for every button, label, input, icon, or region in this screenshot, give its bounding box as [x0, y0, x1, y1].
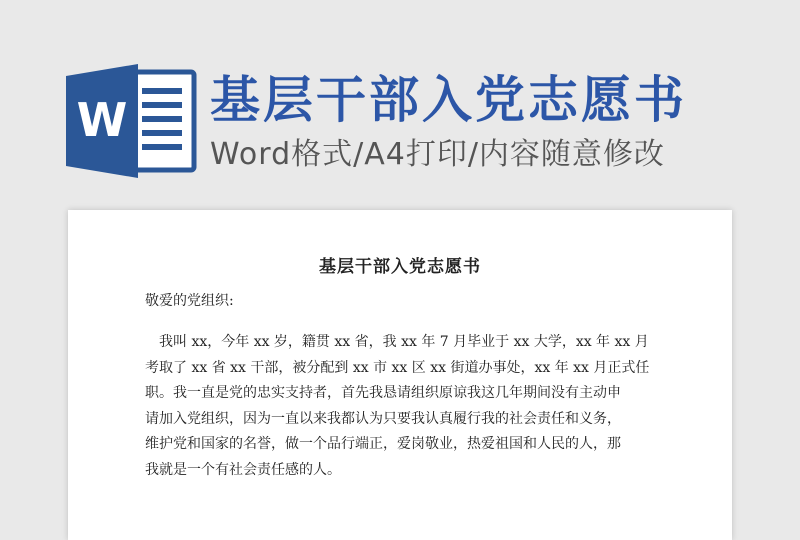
document-paragraph — [145, 330, 665, 483]
word-logo-letter: W — [76, 93, 128, 147]
word-document-icon — [66, 62, 198, 180]
document-title: 基层干部入党志愿书 — [319, 257, 481, 277]
paragraph-line: 维护党和国家的名誉，做一个品行端正，爱岗敬业，热爱祖国和人民的人，那 — [145, 436, 621, 452]
paragraph-line: 我就是一个有社会责任感的人。 — [145, 461, 341, 478]
paragraph-line: 考取了 xx 省 xx 干部，被分配到 xx 市 xx 区 xx 街道办事处，xx 年 xx 月正式任 — [145, 359, 650, 376]
paragraph-line: 请加入党组织，因为一直以来我都认为只要我认真履行我的社会责任和义务， — [145, 410, 621, 427]
paragraph-line: 职。我一直是党的忠实支持者，首先我恳请组织原谅我这几年期间没有主动申 — [145, 385, 621, 401]
page-headline: 基层干部入党志愿书 — [210, 71, 687, 129]
paragraph-line: 我叫 xx，今年 xx 岁，籍贯 xx 省，我 xx 年 7 月毕业于 xx 大学，xx 年 xx 月 — [145, 334, 649, 350]
banner — [0, 0, 800, 200]
document-page — [68, 210, 732, 540]
page-subline: Word格式/A4打印/内容随意修改 — [210, 137, 665, 172]
document-salutation: 敬爱的党组织: — [145, 293, 234, 309]
